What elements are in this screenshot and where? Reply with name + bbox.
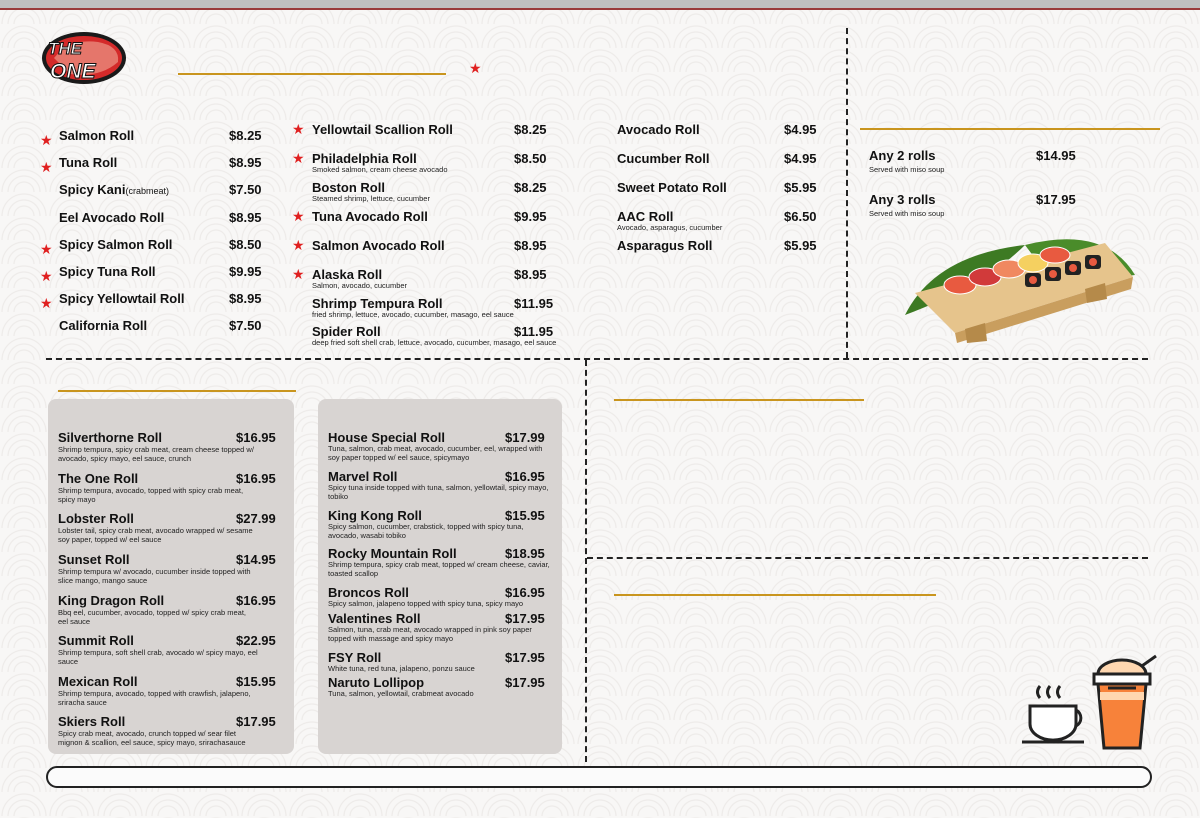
menu-item-description: Salmon, tuna, crab meat, avocado wrapped in pink soy paper topped with massage and spicy mayo (328, 625, 532, 643)
menu-item-price: $9.95 (229, 264, 262, 279)
menu-item-description: Tuna, salmon, crab meat, avocado, cucumber, eel, wrapped with soy paper topped w/ eel sauce, spicymayo (328, 444, 543, 462)
menu-item-description: White tuna, red tuna, jalapeno, ponzu sauce (328, 664, 475, 673)
menu-item-description: Lobster tail, spicy crab meat, avocado wrapped w/ sesame soy paper, topped w/ eel sauce (58, 526, 253, 544)
menu-item-description: Avocado, asparagus, cucumber (617, 223, 723, 232)
menu-item-name: Boston Roll (312, 180, 385, 195)
menu-item-name: Salmon Avocado Roll (312, 238, 445, 253)
menu-item-name: Spider Roll (312, 324, 381, 339)
combo-description: Served with miso soup (869, 209, 945, 218)
menu-item-name: House Special Roll (328, 430, 446, 445)
menu-item-name: Philadelphia Roll (312, 151, 417, 166)
chef-special-underline (58, 390, 296, 392)
menu-item-description: Shrimp tempura w/ avocado, cucumber inside topped with slice mango, mango sauce (58, 567, 251, 585)
food-safety-notice (46, 766, 1152, 788)
menu-item-price: $5.95 (784, 238, 817, 253)
menu-item-price: $4.95 (784, 122, 817, 137)
raw-star-icon: ★ (40, 295, 53, 311)
menu-item-name: Spicy Tuna Roll (59, 264, 156, 279)
menu-item-price: $4.95 (784, 151, 817, 166)
menu-item-name: Mexican Roll (58, 674, 138, 689)
menu-item-name: Alaska Roll (312, 267, 383, 282)
raw-star-icon: ★ (40, 241, 53, 257)
menu-item-name: Spicy Kani(crabmeat) (59, 182, 169, 197)
menu-item-description: Shrimp tempura, soft shell crab, avocado w/ spicy mayo, eel sauce (58, 648, 258, 666)
menu-item-description: Spicy crab meat, avocado, crunch topped w/ sear filet mignon & scallion, eel sauce, spicy mayo, srirachasauce (58, 729, 246, 747)
menu-item-name: King Dragon Roll (58, 593, 165, 608)
menu-item-price: $11.95 (514, 324, 554, 339)
menu-item-price: $11.95 (514, 296, 554, 311)
combo-name: Any 2 rolls (869, 148, 936, 163)
menu-item-description: Shrimp tempura, avocado, topped with spicy crab meat, spicy mayo (58, 486, 244, 504)
combo-name: Any 3 rolls (869, 192, 936, 207)
menu-item-description: Spicy salmon, cucumber, crabstick, topped with spicy tuna, avocado, wasabi tobiko (328, 522, 524, 540)
beverages-underline (614, 594, 936, 596)
menu-item-price: $6.50 (784, 209, 817, 224)
menu-item-price: $8.95 (514, 267, 547, 282)
menu-item-name: Sweet Potato Roll (617, 180, 727, 195)
menu-item-price: $17.95 (505, 650, 545, 665)
menu-item-description: Shrimp tempura, spicy crab meat, cream cheese topped w/ avocado, spicy mayo, eel sauce, crunch (58, 445, 254, 463)
raw-star-icon: ★ (292, 237, 305, 253)
menu-item-description: Bbq eel, cucumber, avocado, topped w/ spicy crab meat, eel sauce (58, 608, 247, 626)
combo-price: $14.95 (1036, 148, 1076, 163)
menu-item-price: $8.95 (229, 155, 262, 170)
menu-item-price: $5.95 (784, 180, 817, 195)
raw-star-icon: ★ (292, 121, 305, 137)
menu-item-price: $8.25 (229, 128, 262, 143)
raw-star-icon: ★ (292, 266, 305, 282)
menu-item-name: California Roll (59, 318, 148, 333)
menu-item-price: $17.95 (505, 611, 545, 626)
menu-item-price: $16.95 (236, 430, 276, 445)
menu-item-name: Marvel Roll (328, 469, 398, 484)
menu-item-name: Spicy Salmon Roll (59, 237, 173, 252)
menu-item-name: Rocky Mountain Roll (328, 546, 457, 561)
menu-item-description: Steamed shrimp, lettuce, cucumber (312, 194, 430, 203)
raw-star-icon: ★ (292, 208, 305, 224)
menu-item-name: AAC Roll (617, 209, 674, 224)
menu-item-name: Yellowtail Scallion Roll (312, 122, 453, 137)
menu-item-name: Salmon Roll (59, 128, 135, 143)
vertical-divider-bottom (585, 360, 587, 762)
menu-item-price: $17.95 (505, 675, 545, 690)
menu-item-price: $14.95 (236, 552, 276, 567)
menu-item-name: Summit Roll (58, 633, 134, 648)
menu-item-description: Shrimp tempura, spicy crab meat, topped w/ cream cheese, caviar, toasted scallop (328, 560, 550, 578)
regular-rolls-underline (178, 73, 446, 75)
menu-item-name: Skiers Roll (58, 714, 126, 729)
hot-coffee-icon (1020, 684, 1090, 746)
menu-item-price: $8.25 (514, 180, 547, 195)
horizontal-divider-right (587, 557, 1148, 559)
combo-price: $17.95 (1036, 192, 1076, 207)
menu-item-name: Spicy Yellowtail Roll (59, 291, 185, 306)
menu-item-price: $8.50 (514, 151, 547, 166)
sushi-platter-image (905, 215, 1135, 343)
menu-item-price: $27.99 (236, 511, 276, 526)
menu-item-price: $8.95 (229, 210, 262, 225)
menu-item-name: The One Roll (58, 471, 139, 486)
menu-item-description: Smoked salmon, cream cheese avocado (312, 165, 448, 174)
menu-item-name: Eel Avocado Roll (59, 210, 165, 225)
menu-item-note: (crabmeat) (125, 186, 169, 196)
svg-text:THE: THE (48, 39, 82, 58)
rice-noodles-underline (614, 399, 864, 401)
menu-item-description: Tuna, salmon, yellowtail, crabmeat avocado (328, 689, 474, 698)
vertical-divider-top (846, 28, 848, 358)
menu-item-name: Tuna Avocado Roll (312, 209, 428, 224)
menu-item-description: Salmon, avocado, cucumber (312, 281, 408, 290)
menu-item-name: Shrimp Tempura Roll (312, 296, 443, 311)
menu-item-name: FSY Roll (328, 650, 382, 665)
menu-item-price: $18.95 (505, 546, 545, 561)
horizontal-divider-middle (46, 358, 1148, 360)
raw-food-legend: ★ (469, 60, 482, 76)
menu-item-description: deep fried soft shell crab, lettuce, avocado, cucumber, masago, eel sauce (312, 338, 557, 347)
combo-description: Served with miso soup (869, 165, 945, 174)
menu-item-price: $22.95 (236, 633, 276, 648)
menu-item-price: $16.95 (505, 469, 545, 484)
menu-item-name: Naruto Lollipop (328, 675, 425, 690)
menu-item-price: $8.50 (229, 237, 262, 252)
raw-star-icon: ★ (292, 150, 305, 166)
raw-star-icon: ★ (40, 132, 53, 148)
boba-drink-icon (1084, 652, 1160, 752)
lunch-combos-underline (860, 128, 1160, 130)
menu-item-price: $8.95 (229, 291, 262, 306)
menu-item-price: $8.95 (514, 238, 547, 253)
menu-item-description: Spicy tuna inside topped with tuna, salmon, yellowtail, spicy mayo, tobiko (328, 483, 549, 501)
svg-text:ONE: ONE (50, 60, 96, 83)
raw-star-icon: ★ (40, 159, 53, 175)
menu-item-price: $16.95 (236, 593, 276, 608)
menu-item-price: $15.95 (505, 508, 545, 523)
menu-item-name: Broncos Roll (328, 585, 409, 600)
menu-item-name: Asparagus Roll (617, 238, 713, 253)
menu-item-price: $15.95 (236, 674, 276, 689)
menu-item-name: Lobster Roll (58, 511, 134, 526)
menu-item-name: Sunset Roll (58, 552, 130, 567)
menu-item-name: King Kong Roll (328, 508, 422, 523)
menu-item-name: Tuna Roll (59, 155, 118, 170)
menu-item-description: Shrimp tempura, avocado, topped with crawfish, jalapeno, sriracha sauce (58, 689, 251, 707)
menu-item-price: $17.95 (236, 714, 276, 729)
menu-item-price: $8.25 (514, 122, 547, 137)
menu-item-name: Avocado Roll (617, 122, 700, 137)
menu-item-price: $16.95 (505, 585, 545, 600)
menu-item-name: Cucumber Roll (617, 151, 710, 166)
the-one-logo (40, 28, 132, 88)
menu-item-name: Silverthorne Roll (58, 430, 163, 445)
raw-star-icon: ★ (40, 268, 53, 284)
top-border (0, 0, 1200, 10)
menu-item-price: $17.99 (505, 430, 545, 445)
menu-item-description: Spicy salmon, jalapeno topped with spicy tuna, spicy mayo (328, 599, 524, 608)
menu-item-price: $7.50 (229, 182, 262, 197)
menu-item-price: $7.50 (229, 318, 262, 333)
menu-item-description: fried shrimp, lettuce, avocado, cucumber, masago, eel sauce (312, 310, 514, 319)
menu-item-name: Valentines Roll (328, 611, 421, 626)
menu-item-price: $16.95 (236, 471, 276, 486)
menu-item-price: $9.95 (514, 209, 547, 224)
